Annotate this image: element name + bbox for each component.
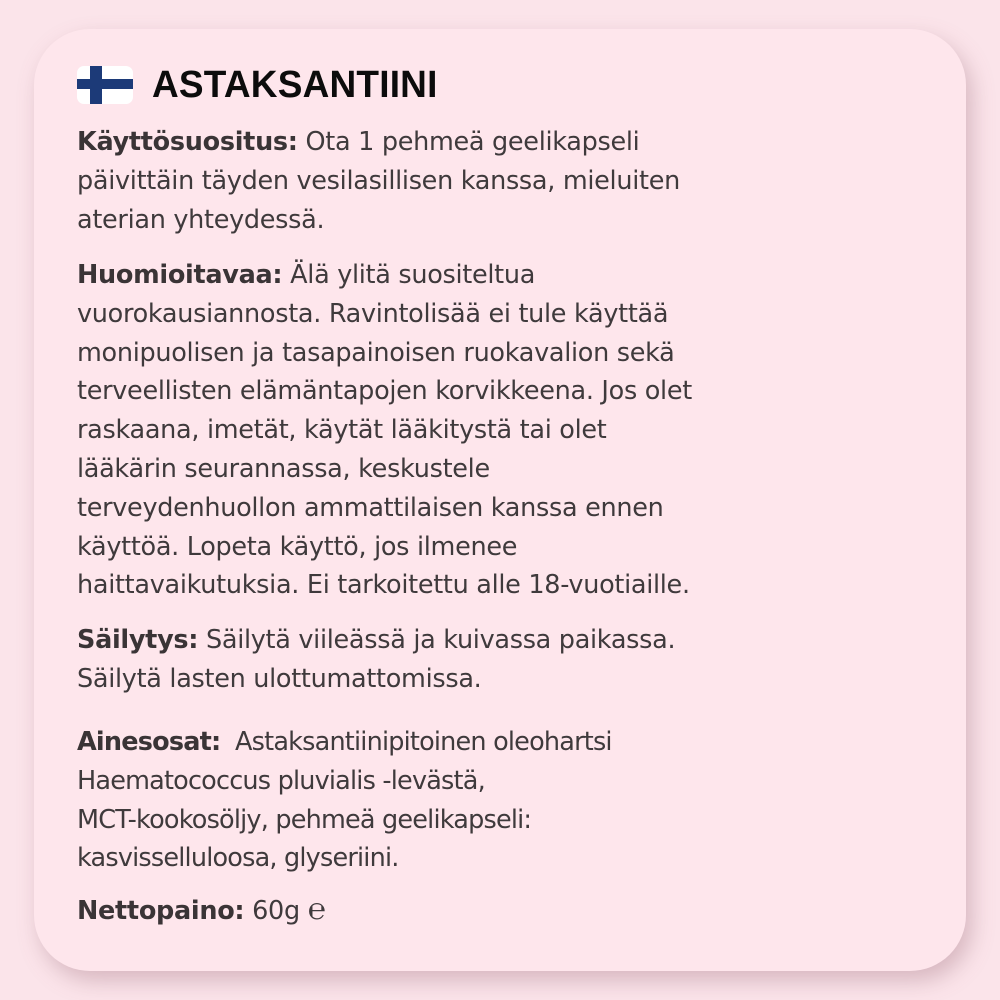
warnings-text-line: terveellisten elämäntapojen korvikkeena. Jos olet xyxy=(77,376,692,407)
warnings-text-line: käyttöä. Lopeta käyttö, jos ilmenee xyxy=(77,531,518,562)
storage-text-line: Säilytä viileässä ja kuivassa paikassa. xyxy=(198,625,676,655)
flag-cross-horizontal xyxy=(77,79,133,89)
storage-label: Säilytys: xyxy=(77,625,199,655)
usage-label: Käyttösuositus: xyxy=(77,127,298,157)
header xyxy=(77,64,438,106)
warnings-text-line: haittavaikutuksia. Ei tarkoitettu alle 18-vuotiaille. xyxy=(77,570,690,601)
warnings-text-line: terveydenhuollon ammattilaisen kanssa ennen xyxy=(77,492,664,523)
warnings-label: Huomioitavaa: xyxy=(77,260,283,290)
usage-text-line: Ota 1 pehmeä geelikapseli xyxy=(297,127,640,157)
net-weight-section xyxy=(77,891,477,931)
warnings-text-line: lääkärin seurannassa, keskustele xyxy=(77,453,490,484)
warnings-text-line: Älä ylitä suositeltua xyxy=(282,260,536,290)
ingredients-text-line: Astaksantiinipitoinen oleohartsi xyxy=(220,727,612,757)
estimated-sign-icon: ℮ xyxy=(307,892,326,927)
warnings-text-line: raskaana, imetät, käytät lääkitystä tai olet xyxy=(77,415,607,446)
ingredients-text-line: Haematococcus pluvialis -levästä, xyxy=(77,765,485,796)
warnings-text-line: vuorokausiannosta. Ravintolisää ei tule käyttää xyxy=(77,298,669,329)
finland-flag-icon xyxy=(77,66,133,104)
warnings-section xyxy=(77,256,837,605)
ingredients-text-line: MCT-kookosöljy, pehmeä geelikapseli: xyxy=(77,804,532,835)
usage-text-line: päivittäin täyden vesilasillisen kanssa, mieluiten xyxy=(77,165,680,196)
product-title: ASTAKSANTIINI xyxy=(152,63,438,106)
net-weight-label: Nettopaino: xyxy=(77,896,245,926)
warnings-text-line: monipuolisen ja tasapainoisen ruokavalion sekä xyxy=(77,337,675,368)
product-info-card xyxy=(34,29,966,971)
storage-section xyxy=(77,621,797,699)
ingredients-label: Ainesosat: xyxy=(77,727,221,757)
ingredients-section xyxy=(77,723,697,878)
ingredients-text-line: kasvisselluloosa, glyseriini. xyxy=(77,843,399,874)
net-weight-value: 60g xyxy=(244,896,300,926)
storage-text-line: Säilytä lasten ulottumattomissa. xyxy=(77,663,482,694)
usage-text-line: aterian yhteydessä. xyxy=(77,204,325,235)
usage-section xyxy=(77,123,797,239)
